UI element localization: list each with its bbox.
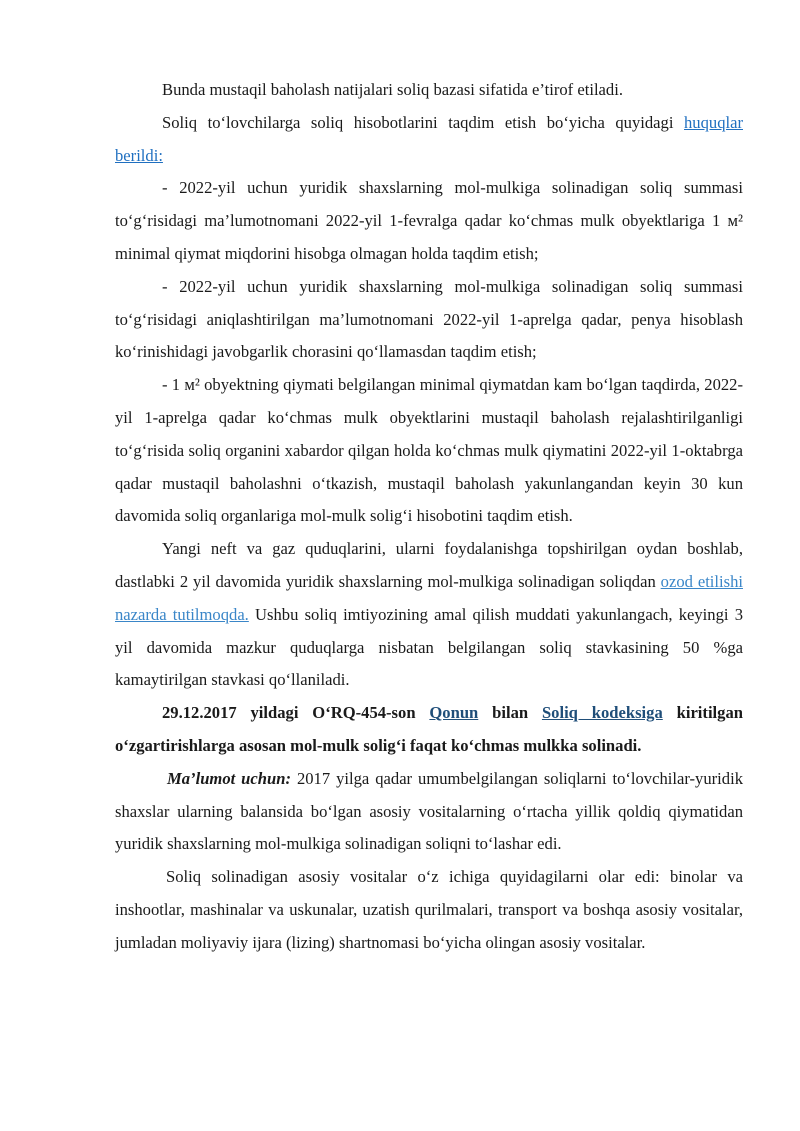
paragraph-fixed-assets: Soliq solinadigan asosiy vositalar o‘z ichiga quyidagilarni olar edi: binolar va inshootlar, mashinalar va uskunalar, uzatish qurilmalari, transport va boshqa asosiy vositalar, jumladan moliyaviy ijara (lizing) shartnomasi bo‘yicha olingan asosiy vositalar. bbox=[115, 867, 743, 952]
paragraph-item-minimal-value: - 1 м² obyektning qiymati belgilangan minimal qiymatdan kam bo‘lgan taqdirda, 2022-yil 1-aprelga qadar ko‘chmas mulk obyektlarini mustaqil baholash rejalashtirilganligi to‘g‘risida soliq organini xabardor qilgan holda ko‘chmas mulk qiymatini 2022-yil 1-oktabrga qadar mustaqil baholashni o‘tkazish, mustaqil baholash yakunlangandan keyin 30 kun davomida soliq organlariga mol-mulk solig‘i hisobotini taqdim etish. bbox=[115, 375, 743, 526]
for-information-text: 2017 yilga qadar umumbelgilangan soliqlarni to‘lovchilar-yuridik shaxslar ularning balansida bo‘lgan asosiy vositalarning o‘rtacha yillik qoldiq qiymatidan yuridik shaxslarning mol-mulkiga solinadigan soliqni to‘lashar edi. bbox=[115, 768, 743, 854]
law-text-a: 29.12.2017 yildagi O‘RQ-454-son bbox=[162, 703, 430, 723]
paragraph-rights-intro bbox=[115, 107, 743, 173]
paragraph-law-reference bbox=[115, 697, 743, 763]
law-text-c: kiritilgan o‘zgartirishlarga asosan mol-mulk solig‘i faqat ko‘chmas mulkka solinadi. bbox=[115, 703, 743, 755]
paragraph-for-information bbox=[115, 763, 743, 861]
oil-gas-text-b: Ushbu soliq imtiyozining amal qilish muddati yakunlangach, keyingi 3 yil davomida mazkur quduqlarga nisbatan belgilangan soliq stavkasining 50 %ga kamaytirilgan stavkasi qo‘llaniladi. bbox=[115, 604, 743, 690]
tax-code-link[interactable]: Soliq kodeksiga bbox=[541, 703, 663, 723]
law-text-b: bilan bbox=[478, 703, 542, 723]
paragraph-item-april: - 2022-yil uchun yuridik shaxslarning mol-mulkiga solinadigan soliq summasi to‘g‘risidagi aniqlashtirilgan ma’lumotnomani 2022-yil 1-aprelga qadar, penya hisoblash ko‘rinishidagi javobgarlik chorasini qo‘llamasdan taqdim etish; bbox=[115, 276, 743, 362]
document-page bbox=[115, 74, 743, 960]
rights-intro-text: Soliq to‘lovchilarga soliq hisobotlarini taqdim etish bo‘yicha quyidagi bbox=[162, 112, 684, 132]
oil-gas-text-a: Yangi neft va gaz quduqlarini, ularni foydalanishga topshirilgan oydan boshlab, dastlabki 2 yil davomida yuridik shaxslarning mol-mulkiga solinadigan soliqdan bbox=[115, 539, 743, 591]
paragraph-item-february: - 2022-yil uchun yuridik shaxslarning mol-mulkiga solinadigan soliq summasi to‘g‘risidagi ma’lumotnomani 2022-yil 1-fevralga qadar ko‘chmas mulk obyektlariga 1 м² minimal qiymat miqdorini hisobga olmagan holda taqdim etish; bbox=[115, 178, 743, 263]
paragraph-oil-gas-wells bbox=[115, 533, 743, 697]
rights-granted-link[interactable]: huquqlar berildi: bbox=[115, 112, 743, 165]
paragraph-assessment: Bunda mustaqil baholash natijalari soliq bazasi sifatida e’tirof etiladi. bbox=[162, 80, 623, 99]
law-link[interactable]: Qonun bbox=[429, 703, 479, 723]
for-information-label: Ma’lumot uchun: bbox=[167, 768, 291, 788]
exemption-link[interactable]: ozod etilishi nazarda tutilmoqda. bbox=[115, 571, 743, 624]
